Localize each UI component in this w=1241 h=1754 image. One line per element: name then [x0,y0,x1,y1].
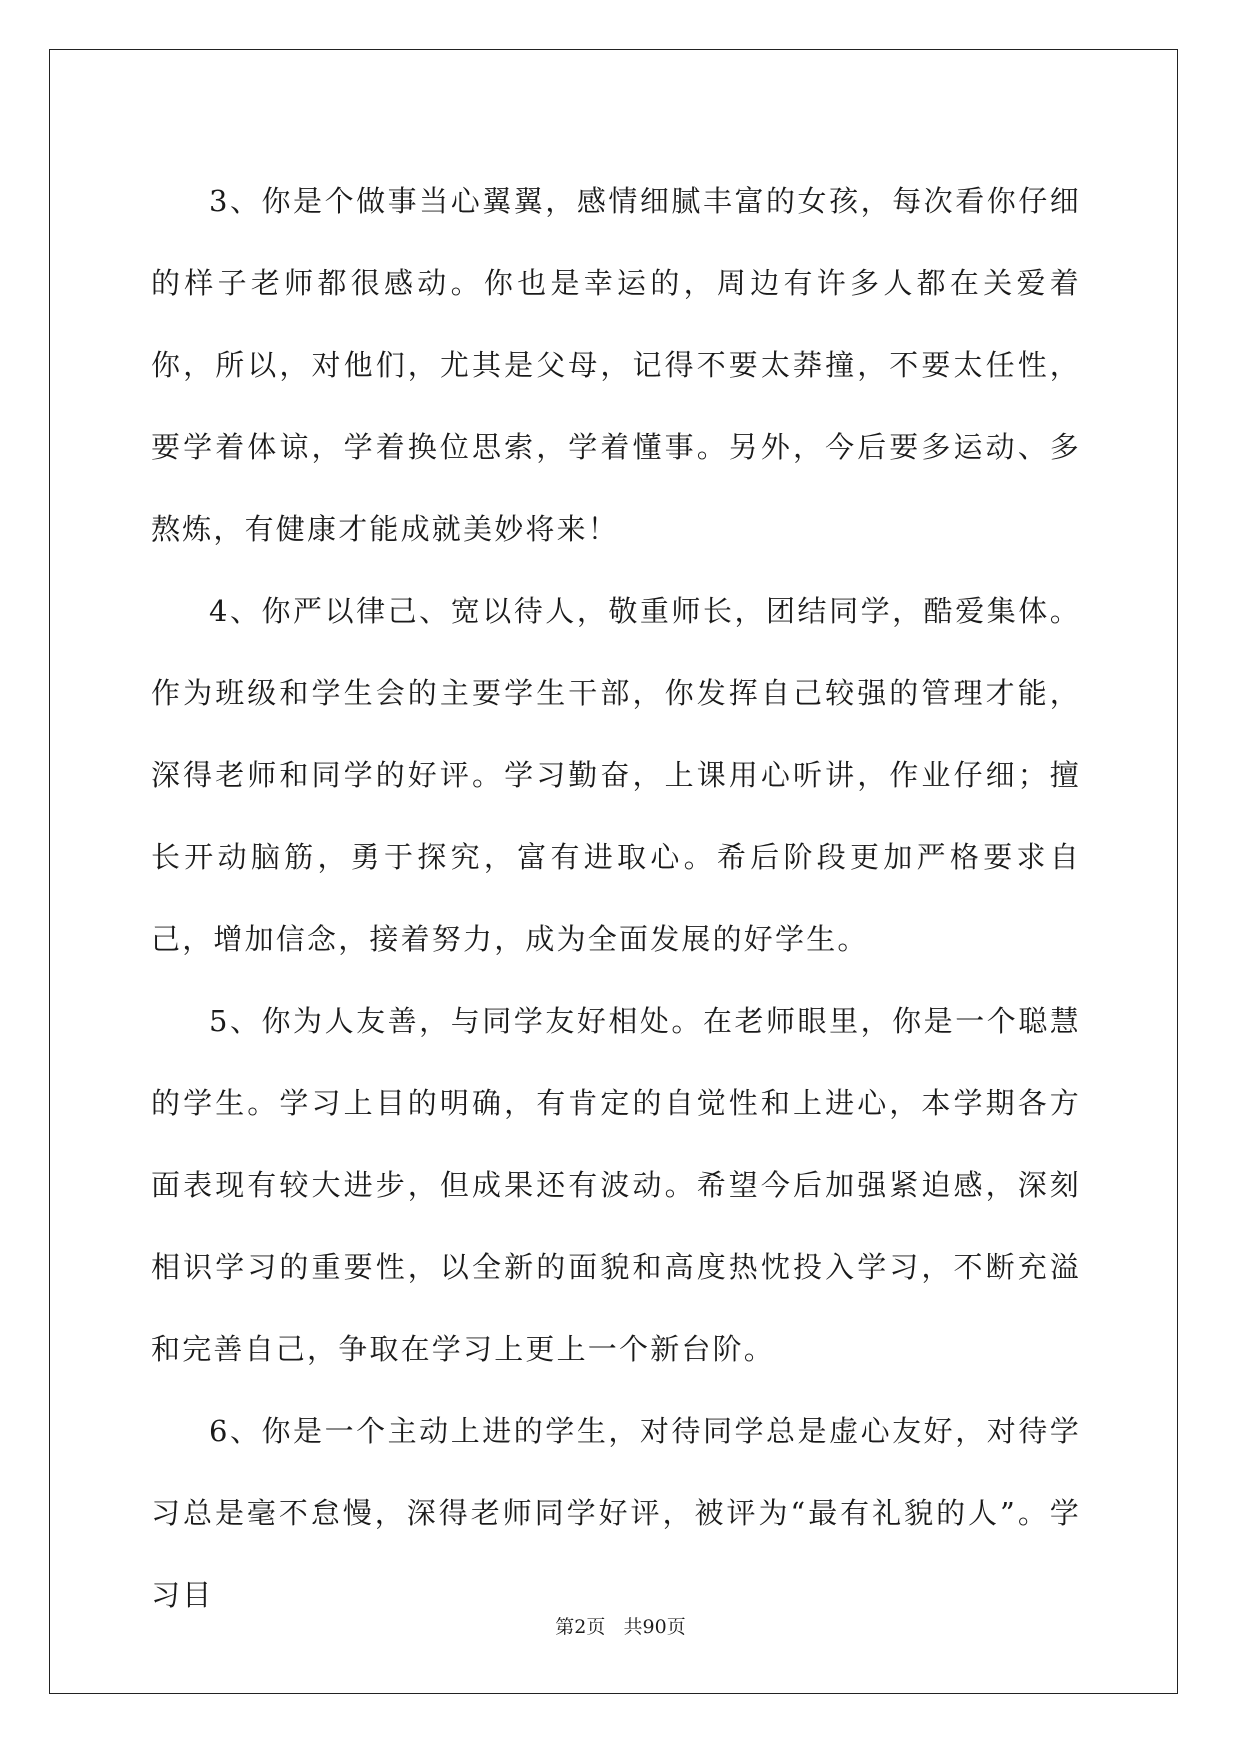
paragraph-4: 4、你严以律己、宽以待人，敬重师长，团结同学，酷爱集体。作为班级和学生会的主要学生干部，你发挥自己较强的管理才能，深得老师和同学的好评。学习勤奋，上课用心听讲，作业仔细；擅长开动脑筋，勇于探究，富有进取心。希后阶段更加严格要求自己，增加信念，接着努力，成为全面发展的好学生。 [151,594,1081,956]
paragraph-5: 5、你为人友善，与同学友好相处。在老师眼里，你是一个聪慧的学生。学习上目的明确，有肯定的自觉性和上进心，本学期各方面表现有较大进步，但成果还有波动。希望今后加强紧迫感，深刻相识学习的重要性，以全新的面貌和高度热忱投入学习，不断充溢和完善自己，争取在学习上更上一个新台阶。 [151,1004,1081,1366]
page-number: 第2页 [555,1616,606,1638]
paragraph-3: 3、你是个做事当心翼翼，感情细腻丰富的女孩，每次看你仔细的样子老师都很感动。你也是幸运的，周边有许多人都在关爱着你，所以，对他们，尤其是父母，记得不要太莽撞，不要太任性，要学着体谅，学着换位思索，学着懂事。另外，今后要多运动、多熬炼，有健康才能成就美妙将来！ [151,184,1081,546]
paragraph-6: 6、你是一个主动上进的学生，对待同学总是虚心友好，对待学习总是毫不怠慢，深得老师同学好评，被评为“最有礼貌的人”。学习目 [151,1414,1081,1612]
page-total: 共90页 [623,1616,686,1638]
document-body [151,160,1081,1636]
page-footer [0,1612,1241,1639]
